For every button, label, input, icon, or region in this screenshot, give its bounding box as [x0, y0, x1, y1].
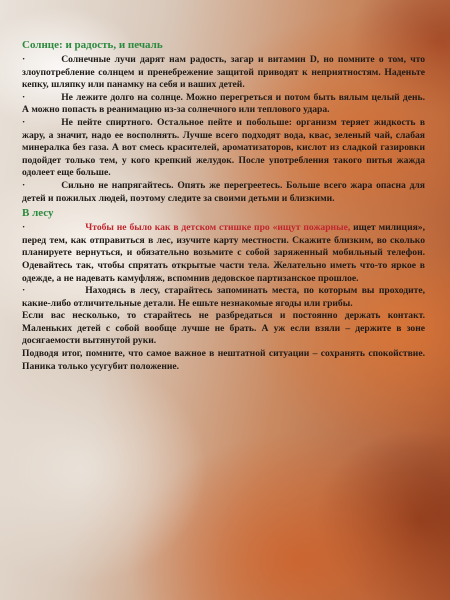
- paragraph-text: Находясь в лесу, старайтесь запоминать места, по которым вы проходите, какие-либо отличительные детали. Не ешьте незнакомые ягоды или грибы.: [22, 285, 425, 309]
- document-body: [22, 38, 425, 373]
- paragraph-text: Не лежите долго на солнце. Можно перегреться и потом быть вялым целый день. А можно попасть в реанимацию из-за солнечного или теплового удара.: [22, 91, 425, 116]
- paragraph-text: Сильно не напрягайтесь. Опять же перегреетесь. Больше всего жара опасна для детей и пожилых людей, поэтому следите за своими детьми и близкими.: [22, 179, 425, 204]
- bullet-marker: ·: [22, 222, 26, 234]
- section-title-sun: Солнце: и радость, и печаль: [22, 39, 163, 51]
- paragraph-text: Не пейте спиртного. Остальное пейте и побольше: организм теряет жидкость в жару, а значит, надо ее восполнять. Лучше всего подходят вода, квас, зеленый чай, слабая минералка без газа. А вот смесь красителей, ароматизаторов, кислот из сладкой газировки подойдет только тем, у кого крепкий желудок. После употребления такого питья жажда одолеет еще больше.: [22, 116, 425, 179]
- paragraph-sun-4: [22, 180, 425, 205]
- paragraph-sun-1: [22, 54, 425, 92]
- bullet-marker: ·: [22, 116, 26, 128]
- paragraph-sun-2: [22, 92, 425, 117]
- paragraph-forest-1: [22, 222, 425, 285]
- bullet-marker: ·: [22, 179, 26, 191]
- red-highlight-text: Чтобы не было как в детском стишке про «ищут пожарные,: [85, 222, 351, 234]
- paragraph-text: Солнечные лучи дарят нам радость, загар и витамин D, но помните о том, что злоупотребление солнцем и пренебрежение защитой приводят к неприятностям. Наденьте кепку, шляпку или панамку на себя и ваших детей.: [22, 54, 425, 91]
- paragraph-forest-4: [22, 348, 425, 373]
- bullet-marker: ·: [22, 91, 26, 103]
- section-title-forest: В лесу: [22, 207, 54, 220]
- paragraph-forest-3: [22, 310, 425, 348]
- paragraph-forest-2: [22, 285, 425, 310]
- paragraph-sun-3: [22, 117, 425, 180]
- paragraph-text: Если вас несколько, то старайтесь не разбредаться и постоянно держать контакт. Маленьких детей с собой вообще лучше не брать. А уж если взяли – держите в зоне досягаемости вытянутой руки.: [22, 310, 425, 347]
- paragraph-text: ищет милиция», перед тем, как отправиться в лес, изучите карту местности. Скажите близким, во сколько планируете вернуться, и обязательно возьмите с собой заряженный мобильный телефон. Одевайтесь так, чтобы спрятать открытые части тела. Желательно иметь что-то яркое в одежде, а не надевать камуфляж, вспомнив дедовское партизанское прошлое.: [22, 222, 425, 284]
- paragraph-text: Подводя итог, помните, что самое важное в нештатной ситуации – сохранять спокойствие. Паника только усугубит положение.: [22, 348, 425, 372]
- bullet-marker: ·: [22, 54, 26, 65]
- bullet-marker: ·: [22, 285, 26, 297]
